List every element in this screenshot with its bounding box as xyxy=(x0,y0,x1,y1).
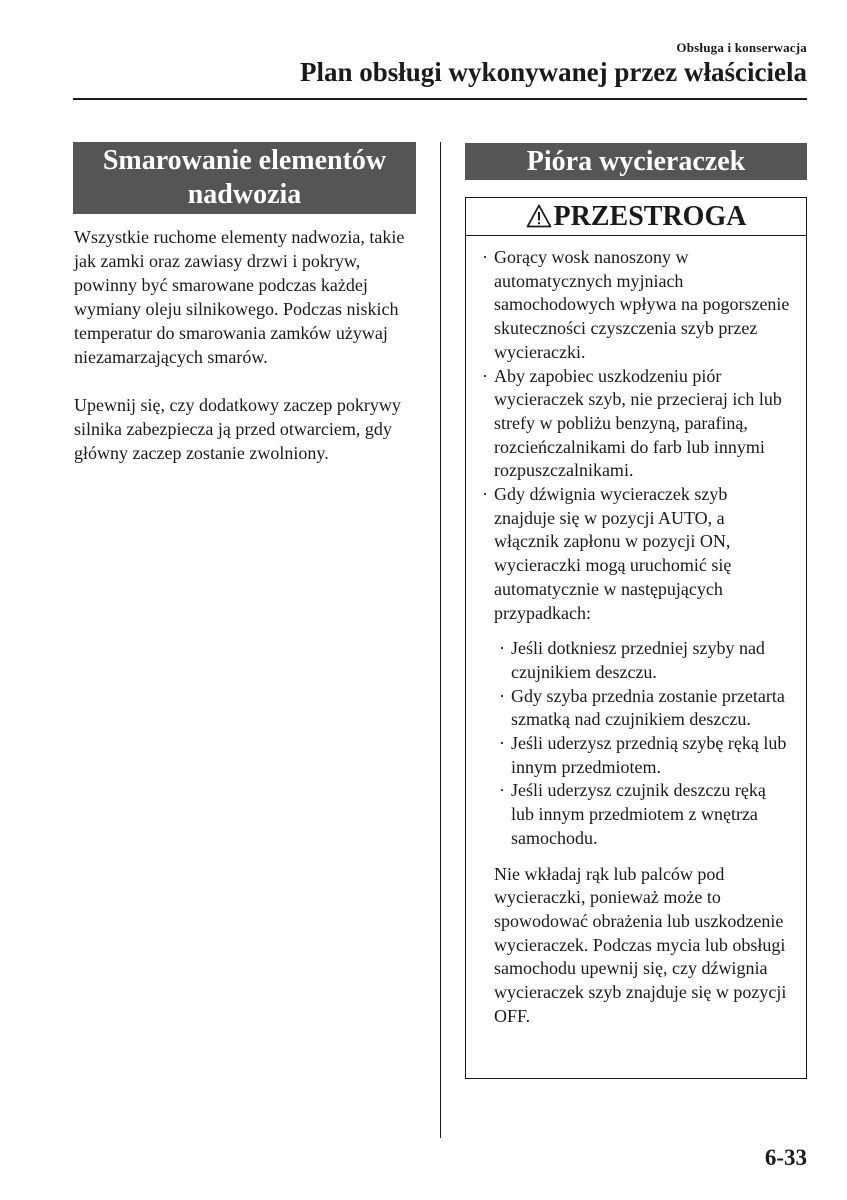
bullet-dot: · xyxy=(482,365,488,386)
sub-list-item xyxy=(482,732,790,779)
heading-wiper-blades xyxy=(465,143,807,180)
list-item xyxy=(482,246,790,365)
list-item xyxy=(482,365,790,484)
bullet-dot: · xyxy=(482,247,488,267)
list-item-text: Aby zapobiec uszkodzeniu piór wycieraczek szyb, nie przecieraj ich lub strefy w pobliżu benzyną, parafiną, rozcieńczalnikami do farb lub innymi rozpuszczalnikami. xyxy=(494,365,782,481)
list-item-text: Gdy dźwignia wycieraczek szyb znajduje się w pozycji AUTO, a włącznik zapłonu w pozycji ON, wycieraczki mogą uruchomić się automatycznie w następujących przypadkach: xyxy=(494,484,732,623)
paragraph: Wszystkie ruchome elementy nadwozia, takie jak zamki oraz zawiasy drzwi i pokryw, powinny być smarowane podczas każdej wymiany oleju silnikowego. Podczas niskich temperatur do smarowania zamków używaj niezamarzających smarów. xyxy=(74,227,405,367)
column-divider xyxy=(440,142,441,1138)
sub-list-item-text: Jeśli uderzysz czujnik deszczu ręką lub innym przedmiotem z wnętrza samochodu. xyxy=(511,780,766,848)
page-number: 6-33 xyxy=(764,1145,807,1170)
bullet-dot: · xyxy=(499,685,505,706)
paragraph: Upewnij się, czy dodatkowy zaczep pokrywy silnika zabezpiecza ją przed otwarciem, gdy główny zaczep zostanie zwolniony. xyxy=(74,395,401,463)
list-item-text: Gorący wosk nanoszony w automatycznych myjniach samochodowych wpływa na pogorszenie skuteczności czyszczenia szyb przez wycieraczki. xyxy=(494,247,790,362)
heading-line-1: Smarowanie elementów xyxy=(102,145,387,176)
sub-list-item xyxy=(482,637,790,684)
heading-body-lubrication xyxy=(73,142,416,214)
bullet-dot: · xyxy=(482,484,488,505)
section-label: Obsługa i konserwacja xyxy=(676,40,807,55)
sub-list-item xyxy=(482,685,790,732)
bullet-dot: · xyxy=(499,733,505,754)
heading-text: Pióra wycieraczek xyxy=(526,145,746,177)
sub-list-item-text: Jeśli uderzysz przednią szybę ręką lub innym przedmiotem. xyxy=(511,733,787,777)
sub-list-item-text: Jeśli dotkniesz przedniej szyby nad czujnikiem deszczu. xyxy=(511,638,765,682)
left-body-text xyxy=(74,225,424,489)
page-title: Plan obsługi wykonywanej przez właściciela xyxy=(300,57,807,87)
caution-closing-text: Nie wkładaj rąk lub palców pod wycieraczki, ponieważ może to spowodować obrażenia lub uszkodzenie wycieraczek. Podczas mycia lub obsługi samochodu upewnij się, czy dźwignia wycieraczek szyb znajduje się w pozycji OFF. xyxy=(494,863,787,1026)
bullet-dot: · xyxy=(499,780,505,801)
bullet-dot: · xyxy=(499,638,505,659)
warning-triangle-icon xyxy=(526,204,552,228)
heading-line-2: nadwozia xyxy=(187,179,302,210)
sub-list-item xyxy=(482,779,790,850)
sub-list-item-text: Gdy szyba przednia zostanie przetarta szmatką nad czujnikiem deszczu. xyxy=(511,685,785,730)
caution-header xyxy=(466,198,806,236)
caution-box xyxy=(465,197,807,1079)
caution-body xyxy=(466,236,806,1029)
list-item xyxy=(482,483,790,625)
title-rule xyxy=(73,98,807,100)
caution-label: PRZESTROGA xyxy=(553,200,747,232)
